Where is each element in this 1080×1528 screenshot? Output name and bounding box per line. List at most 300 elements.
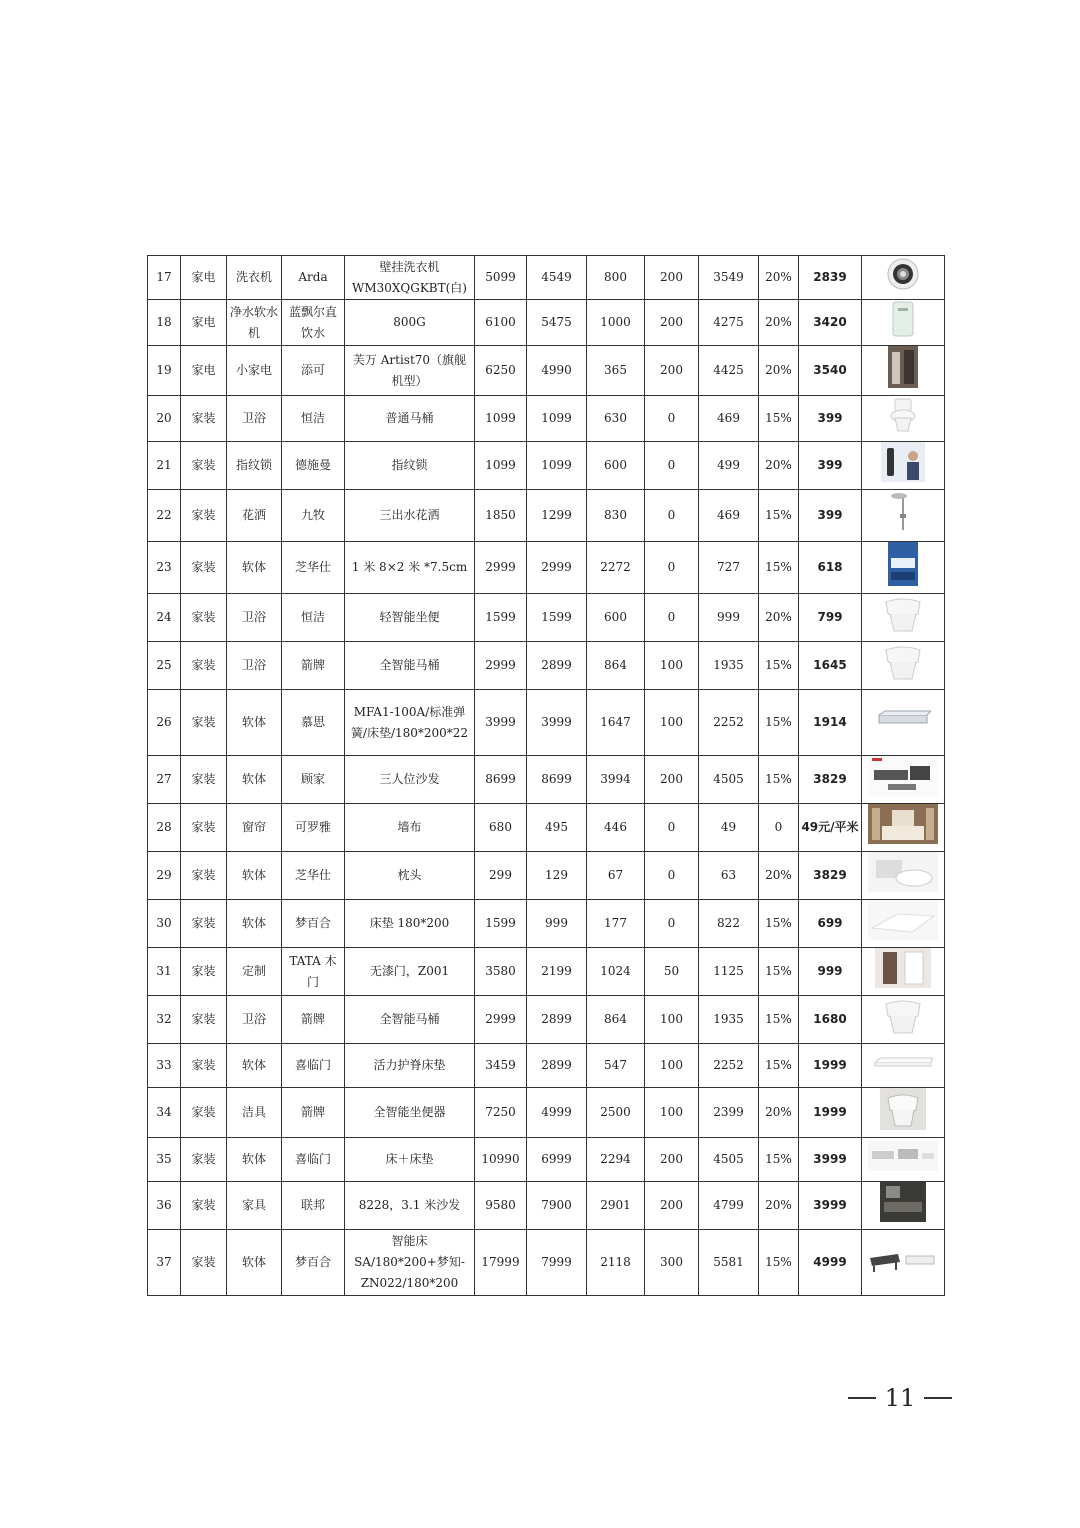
cell-list-price: 2999 xyxy=(475,642,527,690)
cell-product-image xyxy=(862,490,945,542)
cell-row-number: 20 xyxy=(148,396,181,442)
cell-row-number: 23 xyxy=(148,542,181,594)
cell-row-number: 19 xyxy=(148,346,181,396)
table-row xyxy=(148,1230,945,1296)
cell-category: 家装 xyxy=(181,948,227,996)
cell-cost: 1647 xyxy=(587,690,645,756)
cell-model: 全智能马桶 xyxy=(345,996,475,1044)
smart-toilet-thumb xyxy=(862,996,944,1043)
cell-row-number: 36 xyxy=(148,1182,181,1230)
cell-cost: 67 xyxy=(587,852,645,900)
table-row xyxy=(148,300,945,346)
smart-toilet-thumb xyxy=(862,642,944,689)
cell-model: 全智能坐便器 xyxy=(345,1088,475,1138)
cell-subcategory: 软体 xyxy=(227,1138,282,1182)
cell-subcategory: 软体 xyxy=(227,1044,282,1088)
cell-list-price: 2999 xyxy=(475,996,527,1044)
cell-product-image xyxy=(862,442,945,490)
cell-category: 家装 xyxy=(181,1088,227,1138)
cell-discount: 2252 xyxy=(699,690,759,756)
cell-final-price: 399 xyxy=(799,442,862,490)
cell-subcategory: 卫浴 xyxy=(227,996,282,1044)
cell-subsidy: 0 xyxy=(645,396,699,442)
cell-product-image xyxy=(862,542,945,594)
cell-subsidy: 200 xyxy=(645,756,699,804)
cell-model: 床垫 180*200 xyxy=(345,900,475,948)
page-number-dash-right xyxy=(924,1397,952,1399)
thin-mattress-thumb xyxy=(862,1054,944,1077)
page-number-dash-left xyxy=(848,1397,876,1399)
cell-rate: 15% xyxy=(759,1138,799,1182)
cell-product-image xyxy=(862,300,945,346)
cell-rate: 20% xyxy=(759,1088,799,1138)
cell-model: 墙布 xyxy=(345,804,475,852)
cell-final-price: 699 xyxy=(799,900,862,948)
cell-subcategory: 花洒 xyxy=(227,490,282,542)
table-row xyxy=(148,852,945,900)
cell-category: 家装 xyxy=(181,490,227,542)
cell-subsidy: 100 xyxy=(645,690,699,756)
cell-subcategory: 卫浴 xyxy=(227,642,282,690)
purifier-thumb xyxy=(862,300,944,345)
cell-list-price: 10990 xyxy=(475,1138,527,1182)
table-row xyxy=(148,1088,945,1138)
cell-list-price: 3459 xyxy=(475,1044,527,1088)
cell-brand: 可罗雅 xyxy=(282,804,345,852)
cell-cost: 1024 xyxy=(587,948,645,996)
pillow-thumb xyxy=(862,852,944,899)
cell-category: 家装 xyxy=(181,1044,227,1088)
cell-discount: 499 xyxy=(699,442,759,490)
cell-brand: 箭牌 xyxy=(282,996,345,1044)
cell-brand: 箭牌 xyxy=(282,642,345,690)
smart-bed-thumb xyxy=(862,1244,944,1281)
cell-row-number: 34 xyxy=(148,1088,181,1138)
cell-category: 家装 xyxy=(181,804,227,852)
cell-product-image xyxy=(862,690,945,756)
cell-model: 三人位沙发 xyxy=(345,756,475,804)
cell-row-number: 17 xyxy=(148,256,181,300)
cell-discount: 4799 xyxy=(699,1182,759,1230)
cell-model: 芙万 Artist70（旗舰机型） xyxy=(345,346,475,396)
cell-subsidy: 200 xyxy=(645,346,699,396)
table-row xyxy=(148,642,945,690)
cell-sale-price: 129 xyxy=(527,852,587,900)
sofa-thumb xyxy=(862,756,944,803)
cell-row-number: 32 xyxy=(148,996,181,1044)
cell-brand: 梦百合 xyxy=(282,900,345,948)
cell-row-number: 27 xyxy=(148,756,181,804)
cell-list-price: 5099 xyxy=(475,256,527,300)
page-number xyxy=(848,1380,952,1416)
cell-rate: 20% xyxy=(759,300,799,346)
cell-list-price: 1099 xyxy=(475,442,527,490)
bed-set-thumb xyxy=(862,1141,944,1178)
cell-list-price: 3580 xyxy=(475,948,527,996)
cell-brand: 蓝飘尔直饮水 xyxy=(282,300,345,346)
cell-category: 家装 xyxy=(181,396,227,442)
table-row xyxy=(148,542,945,594)
cell-subsidy: 100 xyxy=(645,1088,699,1138)
cell-cost: 600 xyxy=(587,442,645,490)
table-row xyxy=(148,1182,945,1230)
cell-list-price: 1850 xyxy=(475,490,527,542)
cell-subcategory: 软体 xyxy=(227,542,282,594)
shower-thumb xyxy=(862,490,944,541)
cell-category: 家装 xyxy=(181,542,227,594)
mattress-thumb xyxy=(862,709,944,736)
cell-subsidy: 200 xyxy=(645,1182,699,1230)
cell-row-number: 30 xyxy=(148,900,181,948)
cell-final-price: 999 xyxy=(799,948,862,996)
cell-brand: 梦百合 xyxy=(282,1230,345,1296)
cell-model: 指纹锁 xyxy=(345,442,475,490)
room-thumb xyxy=(862,804,944,851)
cell-list-price: 9580 xyxy=(475,1182,527,1230)
cell-cost: 600 xyxy=(587,594,645,642)
cell-discount: 469 xyxy=(699,396,759,442)
cell-product-image xyxy=(862,346,945,396)
cell-sale-price: 7900 xyxy=(527,1182,587,1230)
cell-category: 家装 xyxy=(181,690,227,756)
cell-model: 三出水花洒 xyxy=(345,490,475,542)
cell-sale-price: 5475 xyxy=(527,300,587,346)
cell-discount: 727 xyxy=(699,542,759,594)
cell-model: 轻智能坐便 xyxy=(345,594,475,642)
cell-cost: 365 xyxy=(587,346,645,396)
cell-subsidy: 100 xyxy=(645,642,699,690)
cell-discount: 4275 xyxy=(699,300,759,346)
cell-category: 家装 xyxy=(181,642,227,690)
cell-brand: 喜临门 xyxy=(282,1138,345,1182)
cell-rate: 15% xyxy=(759,900,799,948)
cell-subcategory: 卫浴 xyxy=(227,594,282,642)
cell-cost: 800 xyxy=(587,256,645,300)
cell-list-price: 7250 xyxy=(475,1088,527,1138)
cell-final-price: 4999 xyxy=(799,1230,862,1296)
cell-cost: 547 xyxy=(587,1044,645,1088)
cell-rate: 15% xyxy=(759,1044,799,1088)
cell-rate: 20% xyxy=(759,594,799,642)
cell-model: 1 米 8×2 米 *7.5cm xyxy=(345,542,475,594)
cell-subsidy: 0 xyxy=(645,804,699,852)
cell-rate: 20% xyxy=(759,1182,799,1230)
cell-model: MFA1-100A/标准弹簧/床垫/180*200*22 xyxy=(345,690,475,756)
cell-list-price: 17999 xyxy=(475,1230,527,1296)
cell-subcategory: 软体 xyxy=(227,690,282,756)
cell-subsidy: 100 xyxy=(645,1044,699,1088)
cell-final-price: 3999 xyxy=(799,1182,862,1230)
cell-sale-price: 2899 xyxy=(527,996,587,1044)
cell-brand: 联邦 xyxy=(282,1182,345,1230)
cell-discount: 1935 xyxy=(699,996,759,1044)
cell-subsidy: 50 xyxy=(645,948,699,996)
table-row xyxy=(148,900,945,948)
table-row xyxy=(148,1138,945,1182)
cell-subsidy: 200 xyxy=(645,256,699,300)
cell-product-image xyxy=(862,642,945,690)
cell-product-image xyxy=(862,852,945,900)
cell-final-price: 1999 xyxy=(799,1044,862,1088)
cell-discount: 63 xyxy=(699,852,759,900)
cell-category: 家装 xyxy=(181,996,227,1044)
cell-category: 家装 xyxy=(181,756,227,804)
cell-category: 家电 xyxy=(181,300,227,346)
cell-row-number: 18 xyxy=(148,300,181,346)
cell-product-image xyxy=(862,594,945,642)
living-room-thumb xyxy=(862,1182,944,1229)
cell-list-price: 3999 xyxy=(475,690,527,756)
cell-discount: 5581 xyxy=(699,1230,759,1296)
cell-sale-price: 6999 xyxy=(527,1138,587,1182)
cell-list-price: 1099 xyxy=(475,396,527,442)
cell-row-number: 35 xyxy=(148,1138,181,1182)
cell-list-price: 1599 xyxy=(475,594,527,642)
cell-row-number: 28 xyxy=(148,804,181,852)
cell-product-image xyxy=(862,756,945,804)
cell-final-price: 2839 xyxy=(799,256,862,300)
cell-subsidy: 0 xyxy=(645,900,699,948)
cell-subcategory: 窗帘 xyxy=(227,804,282,852)
table-row xyxy=(148,442,945,490)
cell-sale-price: 7999 xyxy=(527,1230,587,1296)
cell-cost: 830 xyxy=(587,490,645,542)
table-row xyxy=(148,948,945,996)
cell-model: 无漆门，Z001 xyxy=(345,948,475,996)
cell-category: 家装 xyxy=(181,852,227,900)
cell-subcategory: 软体 xyxy=(227,756,282,804)
cell-rate: 15% xyxy=(759,948,799,996)
cell-discount: 49 xyxy=(699,804,759,852)
cell-sale-price: 1099 xyxy=(527,396,587,442)
cell-brand: 顾家 xyxy=(282,756,345,804)
cell-subcategory: 指纹锁 xyxy=(227,442,282,490)
cell-cost: 2500 xyxy=(587,1088,645,1138)
cell-final-price: 49元/平米 xyxy=(799,804,862,852)
cell-subsidy: 200 xyxy=(645,1138,699,1182)
cell-sale-price: 4999 xyxy=(527,1088,587,1138)
bath-toilet-thumb xyxy=(862,1088,944,1137)
cell-brand: TATA 木门 xyxy=(282,948,345,996)
cell-subcategory: 软体 xyxy=(227,900,282,948)
cell-rate: 15% xyxy=(759,690,799,756)
cell-model: 床＋床垫 xyxy=(345,1138,475,1182)
cell-row-number: 25 xyxy=(148,642,181,690)
cell-final-price: 1999 xyxy=(799,1088,862,1138)
cell-rate: 20% xyxy=(759,256,799,300)
cell-category: 家装 xyxy=(181,442,227,490)
cell-cost: 630 xyxy=(587,396,645,442)
cell-sale-price: 4549 xyxy=(527,256,587,300)
table-row xyxy=(148,396,945,442)
cell-final-price: 3540 xyxy=(799,346,862,396)
cell-rate: 15% xyxy=(759,542,799,594)
cell-subsidy: 0 xyxy=(645,490,699,542)
cell-model: 800G xyxy=(345,300,475,346)
table-row xyxy=(148,594,945,642)
table-row xyxy=(148,256,945,300)
cell-cost: 2294 xyxy=(587,1138,645,1182)
cell-rate: 15% xyxy=(759,396,799,442)
cell-product-image xyxy=(862,396,945,442)
cell-sale-price: 1099 xyxy=(527,442,587,490)
cell-discount: 4425 xyxy=(699,346,759,396)
cell-cost: 446 xyxy=(587,804,645,852)
cell-product-image xyxy=(862,1138,945,1182)
cell-cost: 2272 xyxy=(587,542,645,594)
page-number-value: 11 xyxy=(884,1384,916,1412)
cell-final-price: 3829 xyxy=(799,852,862,900)
cell-row-number: 22 xyxy=(148,490,181,542)
cell-row-number: 37 xyxy=(148,1230,181,1296)
cell-discount: 2399 xyxy=(699,1088,759,1138)
cell-model: 活力护脊床垫 xyxy=(345,1044,475,1088)
cell-product-image xyxy=(862,256,945,300)
cell-subcategory: 卫浴 xyxy=(227,396,282,442)
cell-discount: 4505 xyxy=(699,1138,759,1182)
table-row xyxy=(148,804,945,852)
cell-brand: 恒洁 xyxy=(282,396,345,442)
cell-brand: 添可 xyxy=(282,346,345,396)
cell-final-price: 3999 xyxy=(799,1138,862,1182)
cell-product-image xyxy=(862,1088,945,1138)
cell-category: 家装 xyxy=(181,1138,227,1182)
cell-product-image xyxy=(862,1230,945,1296)
cell-subcategory: 净水软水机 xyxy=(227,300,282,346)
cell-brand: 九牧 xyxy=(282,490,345,542)
cell-row-number: 29 xyxy=(148,852,181,900)
table-row xyxy=(148,690,945,756)
cell-row-number: 31 xyxy=(148,948,181,996)
cell-subcategory: 家具 xyxy=(227,1182,282,1230)
cell-list-price: 680 xyxy=(475,804,527,852)
cell-model: 普通马桶 xyxy=(345,396,475,442)
cell-sale-price: 495 xyxy=(527,804,587,852)
mattress-box-thumb xyxy=(862,542,944,593)
cell-subsidy: 0 xyxy=(645,442,699,490)
cell-category: 家电 xyxy=(181,346,227,396)
toilet-thumb xyxy=(862,396,944,441)
cell-final-price: 3420 xyxy=(799,300,862,346)
table-row xyxy=(148,346,945,396)
cell-product-image xyxy=(862,1044,945,1088)
cell-brand: 慕思 xyxy=(282,690,345,756)
cell-subcategory: 洗衣机 xyxy=(227,256,282,300)
cell-final-price: 399 xyxy=(799,490,862,542)
table-body xyxy=(148,256,945,1296)
cell-category: 家装 xyxy=(181,900,227,948)
cell-subcategory: 软体 xyxy=(227,852,282,900)
cell-subcategory: 小家电 xyxy=(227,346,282,396)
cell-product-image xyxy=(862,948,945,996)
cell-discount: 822 xyxy=(699,900,759,948)
cell-sale-price: 2899 xyxy=(527,642,587,690)
cell-row-number: 24 xyxy=(148,594,181,642)
cell-category: 家装 xyxy=(181,1182,227,1230)
cell-list-price: 2999 xyxy=(475,542,527,594)
cell-subsidy: 100 xyxy=(645,996,699,1044)
cell-rate: 20% xyxy=(759,852,799,900)
cell-subcategory: 洁具 xyxy=(227,1088,282,1138)
cell-row-number: 33 xyxy=(148,1044,181,1088)
cell-list-price: 6100 xyxy=(475,300,527,346)
cell-cost: 1000 xyxy=(587,300,645,346)
cell-final-price: 1645 xyxy=(799,642,862,690)
table-row xyxy=(148,756,945,804)
cell-sale-price: 999 xyxy=(527,900,587,948)
cell-cost: 864 xyxy=(587,642,645,690)
cell-rate: 0 xyxy=(759,804,799,852)
cell-cost: 2901 xyxy=(587,1182,645,1230)
cell-sale-price: 1299 xyxy=(527,490,587,542)
cell-discount: 3549 xyxy=(699,256,759,300)
cell-sale-price: 2199 xyxy=(527,948,587,996)
smart-toilet-thumb xyxy=(862,594,944,641)
cell-rate: 15% xyxy=(759,996,799,1044)
lock-thumb xyxy=(862,442,944,489)
cell-brand: Arda xyxy=(282,256,345,300)
washer-thumb xyxy=(862,257,944,298)
cell-cost: 864 xyxy=(587,996,645,1044)
cell-discount: 1125 xyxy=(699,948,759,996)
cell-brand: 德施曼 xyxy=(282,442,345,490)
cell-brand: 箭牌 xyxy=(282,1088,345,1138)
cell-model: 全智能马桶 xyxy=(345,642,475,690)
cell-rate: 15% xyxy=(759,756,799,804)
cell-final-price: 618 xyxy=(799,542,862,594)
cell-product-image xyxy=(862,996,945,1044)
cell-list-price: 8699 xyxy=(475,756,527,804)
cell-sale-price: 8699 xyxy=(527,756,587,804)
cell-list-price: 1599 xyxy=(475,900,527,948)
cell-sale-price: 4990 xyxy=(527,346,587,396)
cell-sale-price: 2899 xyxy=(527,1044,587,1088)
foam-mattress-thumb xyxy=(862,900,944,947)
cell-sale-price: 2999 xyxy=(527,542,587,594)
cell-brand: 喜临门 xyxy=(282,1044,345,1088)
cell-discount: 4505 xyxy=(699,756,759,804)
product-price-table xyxy=(147,255,945,1296)
cell-product-image xyxy=(862,804,945,852)
cell-product-image xyxy=(862,900,945,948)
cell-row-number: 21 xyxy=(148,442,181,490)
cell-cost: 3994 xyxy=(587,756,645,804)
cell-sale-price: 1599 xyxy=(527,594,587,642)
cell-category: 家电 xyxy=(181,256,227,300)
cell-list-price: 6250 xyxy=(475,346,527,396)
cell-product-image xyxy=(862,1182,945,1230)
cell-subsidy: 0 xyxy=(645,594,699,642)
cell-model: 智能床 SA/180*200+梦知-ZN022/180*200 xyxy=(345,1230,475,1296)
cell-rate: 20% xyxy=(759,442,799,490)
cell-model: 壁挂洗衣机WM30XQGKBT(白) xyxy=(345,256,475,300)
cell-rate: 15% xyxy=(759,1230,799,1296)
table-row xyxy=(148,996,945,1044)
cell-list-price: 299 xyxy=(475,852,527,900)
cell-cost: 2118 xyxy=(587,1230,645,1296)
cell-brand: 恒洁 xyxy=(282,594,345,642)
cell-model: 枕头 xyxy=(345,852,475,900)
cell-discount: 1935 xyxy=(699,642,759,690)
cell-category: 家装 xyxy=(181,1230,227,1296)
cell-final-price: 399 xyxy=(799,396,862,442)
cell-cost: 177 xyxy=(587,900,645,948)
cell-sale-price: 3999 xyxy=(527,690,587,756)
cell-rate: 20% xyxy=(759,346,799,396)
door-thumb xyxy=(862,948,944,995)
cell-category: 家装 xyxy=(181,594,227,642)
cell-subcategory: 软体 xyxy=(227,1230,282,1296)
